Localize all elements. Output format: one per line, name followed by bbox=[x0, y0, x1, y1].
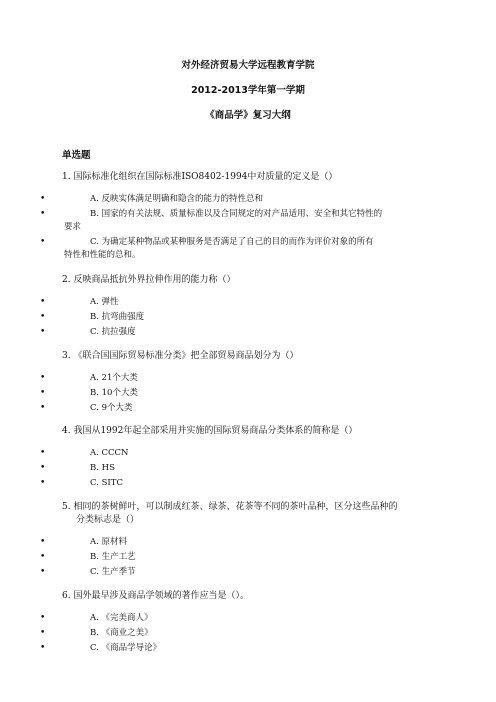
bullet-icon: • bbox=[40, 478, 46, 488]
option-5b bbox=[40, 551, 450, 564]
bullet-icon: • bbox=[40, 297, 46, 307]
option-1c bbox=[40, 236, 450, 262]
bullet-icon: • bbox=[40, 327, 46, 337]
bullet-icon: • bbox=[40, 373, 46, 383]
option-4a bbox=[40, 447, 450, 460]
option-text: A. 21个大类 bbox=[90, 373, 138, 383]
section-heading: 单选题 bbox=[62, 150, 91, 161]
option-text-cont: 要求 bbox=[64, 222, 82, 232]
bullet-icon: • bbox=[40, 643, 46, 653]
option-text: C. 9个大类 bbox=[90, 403, 133, 413]
question-6 bbox=[62, 590, 442, 603]
question-stem: 1. 国际标准化组织在国际标准ISO8402-1994中对质量的定义是（） bbox=[62, 172, 338, 182]
option-text: B. 《商业之美》 bbox=[90, 628, 153, 638]
option-1a bbox=[40, 193, 450, 206]
option-text-cont: 特性和性能的总和。 bbox=[64, 250, 141, 260]
bullet-icon: • bbox=[40, 448, 46, 458]
option-text: C. 生产季节 bbox=[90, 567, 136, 577]
option-text: B. 生产工艺 bbox=[90, 552, 136, 562]
question-5 bbox=[62, 501, 442, 527]
option-6b bbox=[40, 627, 450, 640]
school-title: 对外经济贸易大学远程教育学院 bbox=[181, 60, 315, 71]
question-3 bbox=[62, 350, 442, 363]
option-text: B. 10个大类 bbox=[90, 388, 138, 398]
question-1 bbox=[62, 171, 442, 184]
option-1b bbox=[40, 208, 450, 234]
bullet-icon: • bbox=[40, 209, 46, 219]
question-stem-cont: 分类标志是（） bbox=[76, 515, 140, 525]
option-text: B. 国家的有关法规、质量标准以及合同规定的对产品适用、安全和其它特性的 bbox=[90, 209, 383, 219]
option-5c bbox=[40, 566, 450, 579]
option-text: A. 反映实体满足明确和隐含的能力的特性总和 bbox=[90, 194, 264, 204]
bullet-icon: • bbox=[40, 567, 46, 577]
option-text: B. HS bbox=[90, 463, 115, 473]
option-text: C. 为确定某种物品或某种服务是否满足了自己的目的而作为评价对象的所有 bbox=[90, 237, 374, 247]
option-text: C. 《商品学导论》 bbox=[90, 643, 162, 653]
option-6c bbox=[40, 642, 450, 655]
bullet-icon: • bbox=[40, 537, 46, 547]
question-stem: 2. 反映商品抵抗外界拉伸作用的能力称（） bbox=[62, 275, 236, 285]
option-2b bbox=[40, 311, 450, 324]
term-title: 2012-2013学年第一学期 bbox=[191, 85, 305, 96]
option-4b bbox=[40, 462, 450, 475]
question-stem: 6. 国外最早涉及商品学领域的著作应当是（）。 bbox=[62, 591, 249, 601]
option-text: C. SITC bbox=[90, 478, 123, 488]
outline-title: 《商品学》复习大纲 bbox=[205, 110, 291, 121]
option-text: A. CCCN bbox=[90, 448, 129, 458]
question-2 bbox=[62, 274, 442, 287]
bullet-icon: • bbox=[40, 194, 46, 204]
bullet-icon: • bbox=[40, 388, 46, 398]
option-4c bbox=[40, 477, 450, 490]
question-4 bbox=[62, 425, 442, 438]
option-text: A. 《完美商人》 bbox=[90, 613, 153, 623]
option-3b bbox=[40, 387, 450, 400]
bullet-icon: • bbox=[40, 613, 46, 623]
option-6a bbox=[40, 612, 450, 625]
option-5a bbox=[40, 536, 450, 549]
bullet-icon: • bbox=[40, 552, 46, 562]
bullet-icon: • bbox=[40, 628, 46, 638]
option-2c bbox=[40, 326, 450, 339]
bullet-icon: • bbox=[40, 463, 46, 473]
bullet-icon: • bbox=[40, 237, 46, 247]
option-text: B. 抗弯曲强度 bbox=[90, 312, 145, 322]
option-2a bbox=[40, 296, 450, 309]
option-3c bbox=[40, 402, 450, 415]
question-stem: 4. 我国从1992年起全部采用并实施的国际贸易商品分类体系的简称是（） bbox=[62, 426, 358, 436]
option-text: A. 弹性 bbox=[90, 297, 119, 307]
option-text: C. 抗拉强度 bbox=[90, 327, 136, 337]
question-stem: 5. 相同的茶树鲜叶，可以制成红茶、绿茶、花茶等不同的茶叶品种，区分这些品种的 bbox=[62, 502, 398, 512]
option-text: A. 原材料 bbox=[90, 537, 128, 547]
question-stem: 3. 《联合国国际贸易标准分类》把全部贸易商品划分为（） bbox=[62, 351, 299, 361]
bullet-icon: • bbox=[40, 403, 46, 413]
option-3a bbox=[40, 372, 450, 385]
bullet-icon: • bbox=[40, 312, 46, 322]
